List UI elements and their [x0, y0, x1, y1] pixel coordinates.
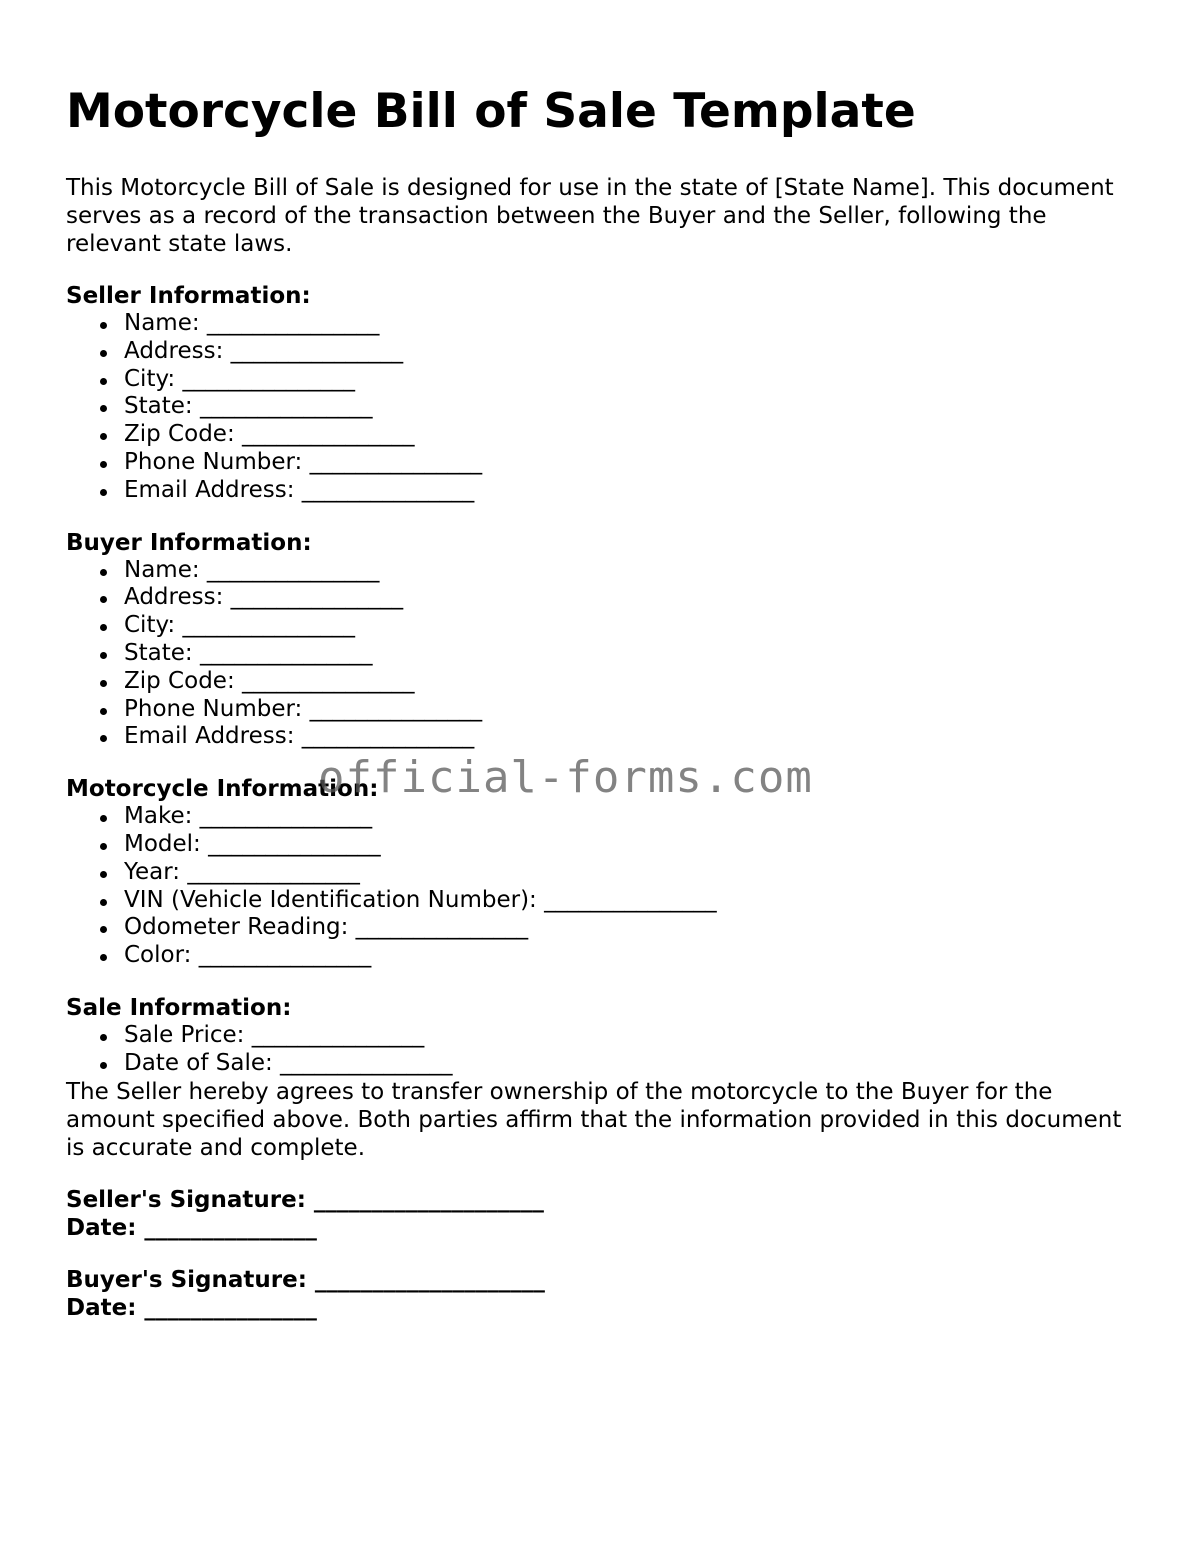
seller-phone-field: Phone Number: _______________ — [124, 449, 1136, 477]
seller-name-field: Name: _______________ — [124, 310, 1136, 338]
seller-signature-block — [66, 1186, 1136, 1242]
buyer-email-field: Email Address: _______________ — [124, 723, 1136, 751]
agreement-paragraph: The Seller hereby agrees to transfer ownership of the motorcycle to the Buyer for the amount specified above. Both parties affirm that the information provided in this document is accurate and complete. — [66, 1078, 1122, 1161]
motorcycle-make-field: Make: _______________ — [124, 803, 1136, 831]
buyer-zip-field: Zip Code: _______________ — [124, 668, 1136, 696]
buyer-city-field: City: _______________ — [124, 612, 1136, 640]
sale-date-field: Date of Sale: _______________ — [124, 1050, 1136, 1078]
motorcycle-fields-list — [66, 803, 1136, 970]
document-page — [66, 0, 1136, 1322]
buyer-heading: Buyer Information: — [66, 529, 312, 556]
motorcycle-vin-field: VIN (Vehicle Identification Number): _______________ — [124, 887, 1136, 915]
sale-heading: Sale Information: — [66, 994, 292, 1021]
watermark: official-forms.com — [318, 752, 813, 803]
seller-state-field: State: _______________ — [124, 393, 1136, 421]
buyer-signature-block — [66, 1266, 1136, 1322]
buyer-state-field: State: _______________ — [124, 640, 1136, 668]
motorcycle-odometer-field: Odometer Reading: _______________ — [124, 914, 1136, 942]
buyer-signature-line: Buyer's Signature: ____________________ — [66, 1266, 545, 1293]
buyer-address-field: Address: _______________ — [124, 584, 1136, 612]
intro-paragraph: This Motorcycle Bill of Sale is designed for use in the state of [State Name]. This document serves as a record of the transaction between the Buyer and the Seller, following the relevant state laws. — [66, 175, 1114, 257]
motorcycle-heading: Motorcycle Information: — [66, 776, 379, 803]
seller-date-line: Date: _______________ — [66, 1214, 317, 1241]
motorcycle-model-field: Model: _______________ — [124, 831, 1136, 859]
seller-fields-list — [66, 310, 1136, 505]
buyer-date-line: Date: _______________ — [66, 1294, 317, 1321]
seller-signature-line: Seller's Signature: ____________________ — [66, 1186, 544, 1213]
sale-fields-list — [66, 1022, 1136, 1078]
buyer-name-field: Name: _______________ — [124, 557, 1136, 585]
seller-heading: Seller Information: — [66, 283, 311, 309]
motorcycle-year-field: Year: _______________ — [124, 859, 1136, 887]
seller-city-field: City: _______________ — [124, 366, 1136, 394]
buyer-phone-field: Phone Number: _______________ — [124, 696, 1136, 724]
seller-address-field: Address: _______________ — [124, 338, 1136, 366]
sale-price-field: Sale Price: _______________ — [124, 1022, 1136, 1050]
buyer-fields-list — [66, 557, 1136, 752]
seller-email-field: Email Address: _______________ — [124, 477, 1136, 505]
document-title: Motorcycle Bill of Sale Template — [66, 84, 916, 139]
seller-zip-field: Zip Code: _______________ — [124, 421, 1136, 449]
motorcycle-color-field: Color: _______________ — [124, 942, 1136, 970]
